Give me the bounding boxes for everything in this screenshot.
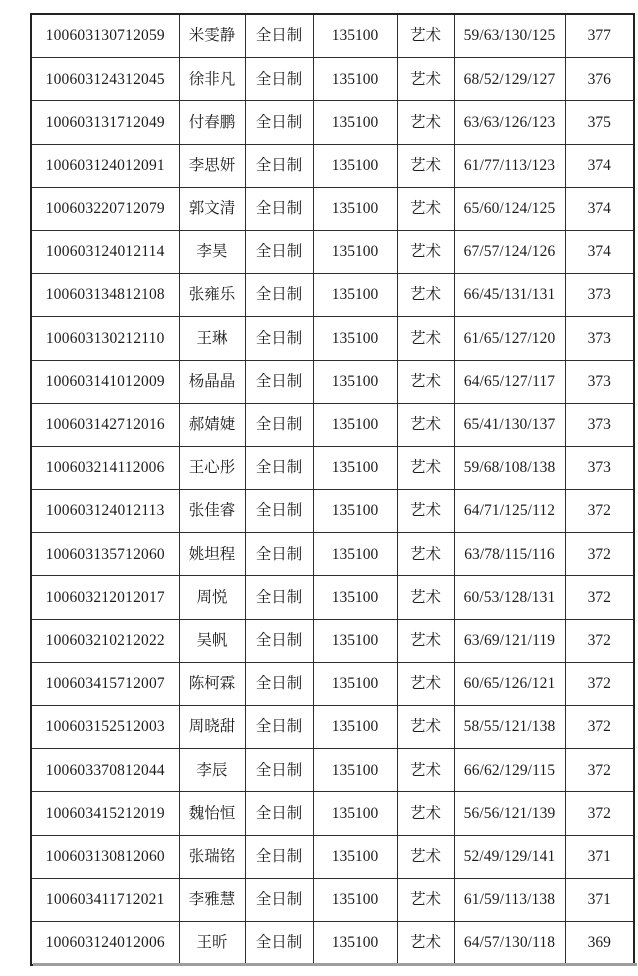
scores-cell: 65/60/124/125 <box>454 187 565 230</box>
major-name-cell: 艺术 <box>397 662 454 705</box>
major-name-cell: 艺术 <box>397 144 454 187</box>
candidate-id-cell: 100603134812108 <box>31 274 179 317</box>
table-row <box>31 576 634 619</box>
total-score-cell: 369 <box>565 921 634 965</box>
major-code-cell: 135100 <box>313 446 397 489</box>
admissions-table-container <box>30 13 635 966</box>
major-code-cell: 135100 <box>313 144 397 187</box>
name-cell: 王琳 <box>179 317 245 360</box>
scores-cell: 67/57/124/126 <box>454 230 565 273</box>
table-row <box>31 58 634 101</box>
candidate-id-cell: 100603124012114 <box>31 230 179 273</box>
candidate-id-cell: 100603135712060 <box>31 533 179 576</box>
study-mode-cell: 全日制 <box>245 878 313 921</box>
table-row <box>31 446 634 489</box>
study-mode-cell: 全日制 <box>245 706 313 749</box>
scores-cell: 66/62/129/115 <box>454 749 565 792</box>
name-cell: 张佳睿 <box>179 490 245 533</box>
scores-cell: 60/65/126/121 <box>454 662 565 705</box>
candidate-id-cell: 100603124012091 <box>31 144 179 187</box>
total-score-cell: 373 <box>565 446 634 489</box>
scores-cell: 64/71/125/112 <box>454 490 565 533</box>
table-row <box>31 403 634 446</box>
major-name-cell: 艺术 <box>397 360 454 403</box>
scores-cell: 56/56/121/139 <box>454 792 565 835</box>
major-code-cell: 135100 <box>313 835 397 878</box>
total-score-cell: 376 <box>565 58 634 101</box>
total-score-cell: 374 <box>565 187 634 230</box>
scores-cell: 68/52/129/127 <box>454 58 565 101</box>
total-score-cell: 374 <box>565 144 634 187</box>
name-cell: 张瑞铭 <box>179 835 245 878</box>
table-row <box>31 921 634 965</box>
major-name-cell: 艺术 <box>397 14 454 58</box>
major-code-cell: 135100 <box>313 662 397 705</box>
table-row <box>31 101 634 144</box>
name-cell: 徐非凡 <box>179 58 245 101</box>
major-name-cell: 艺术 <box>397 403 454 446</box>
major-name-cell: 艺术 <box>397 533 454 576</box>
major-name-cell: 艺术 <box>397 706 454 749</box>
name-cell: 王昕 <box>179 921 245 965</box>
table-row <box>31 835 634 878</box>
table-row <box>31 144 634 187</box>
total-score-cell: 372 <box>565 490 634 533</box>
study-mode-cell: 全日制 <box>245 144 313 187</box>
scores-cell: 52/49/129/141 <box>454 835 565 878</box>
major-name-cell: 艺术 <box>397 749 454 792</box>
major-code-cell: 135100 <box>313 403 397 446</box>
study-mode-cell: 全日制 <box>245 274 313 317</box>
major-name-cell: 艺术 <box>397 576 454 619</box>
total-score-cell: 372 <box>565 749 634 792</box>
major-name-cell: 艺术 <box>397 921 454 965</box>
study-mode-cell: 全日制 <box>245 619 313 662</box>
table-row <box>31 14 634 58</box>
scores-cell: 66/45/131/131 <box>454 274 565 317</box>
candidate-id-cell: 100603152512003 <box>31 706 179 749</box>
admissions-table <box>30 13 635 966</box>
major-name-cell: 艺术 <box>397 792 454 835</box>
total-score-cell: 372 <box>565 619 634 662</box>
name-cell: 王心彤 <box>179 446 245 489</box>
study-mode-cell: 全日制 <box>245 921 313 965</box>
study-mode-cell: 全日制 <box>245 533 313 576</box>
candidate-id-cell: 100603411712021 <box>31 878 179 921</box>
candidate-id-cell: 100603212012017 <box>31 576 179 619</box>
scores-cell: 63/78/115/116 <box>454 533 565 576</box>
major-code-cell: 135100 <box>313 878 397 921</box>
candidate-id-cell: 100603124312045 <box>31 58 179 101</box>
major-name-cell: 艺术 <box>397 619 454 662</box>
total-score-cell: 372 <box>565 662 634 705</box>
major-name-cell: 艺术 <box>397 101 454 144</box>
total-score-cell: 373 <box>565 274 634 317</box>
total-score-cell: 375 <box>565 101 634 144</box>
total-score-cell: 372 <box>565 792 634 835</box>
total-score-cell: 373 <box>565 403 634 446</box>
table-row <box>31 619 634 662</box>
total-score-cell: 373 <box>565 360 634 403</box>
table-row <box>31 749 634 792</box>
study-mode-cell: 全日制 <box>245 403 313 446</box>
study-mode-cell: 全日制 <box>245 662 313 705</box>
candidate-id-cell: 100603130712059 <box>31 14 179 58</box>
study-mode-cell: 全日制 <box>245 101 313 144</box>
total-score-cell: 371 <box>565 835 634 878</box>
study-mode-cell: 全日制 <box>245 14 313 58</box>
name-cell: 李辰 <box>179 749 245 792</box>
scores-cell: 59/68/108/138 <box>454 446 565 489</box>
table-row <box>31 230 634 273</box>
major-name-cell: 艺术 <box>397 317 454 360</box>
name-cell: 付春鹏 <box>179 101 245 144</box>
major-code-cell: 135100 <box>313 317 397 360</box>
major-code-cell: 135100 <box>313 533 397 576</box>
total-score-cell: 372 <box>565 576 634 619</box>
name-cell: 张雍乐 <box>179 274 245 317</box>
major-name-cell: 艺术 <box>397 274 454 317</box>
name-cell: 周悦 <box>179 576 245 619</box>
major-code-cell: 135100 <box>313 619 397 662</box>
major-code-cell: 135100 <box>313 792 397 835</box>
scores-cell: 61/77/113/123 <box>454 144 565 187</box>
major-code-cell: 135100 <box>313 58 397 101</box>
scores-cell: 65/41/130/137 <box>454 403 565 446</box>
table-row <box>31 706 634 749</box>
table-row <box>31 274 634 317</box>
major-name-cell: 艺术 <box>397 446 454 489</box>
major-code-cell: 135100 <box>313 576 397 619</box>
major-name-cell: 艺术 <box>397 187 454 230</box>
major-code-cell: 135100 <box>313 706 397 749</box>
table-row <box>31 662 634 705</box>
major-name-cell: 艺术 <box>397 835 454 878</box>
name-cell: 姚坦程 <box>179 533 245 576</box>
scores-cell: 63/69/121/119 <box>454 619 565 662</box>
scores-cell: 61/59/113/138 <box>454 878 565 921</box>
candidate-id-cell: 100603130212110 <box>31 317 179 360</box>
table-row <box>31 490 634 533</box>
table-row <box>31 533 634 576</box>
total-score-cell: 372 <box>565 533 634 576</box>
name-cell: 李思妍 <box>179 144 245 187</box>
major-code-cell: 135100 <box>313 749 397 792</box>
major-code-cell: 135100 <box>313 187 397 230</box>
candidate-id-cell: 100603131712049 <box>31 101 179 144</box>
table-drop-shadow <box>33 963 637 966</box>
study-mode-cell: 全日制 <box>245 792 313 835</box>
scores-cell: 64/65/127/117 <box>454 360 565 403</box>
name-cell: 周晓甜 <box>179 706 245 749</box>
study-mode-cell: 全日制 <box>245 749 313 792</box>
name-cell: 郭文清 <box>179 187 245 230</box>
total-score-cell: 377 <box>565 14 634 58</box>
total-score-cell: 371 <box>565 878 634 921</box>
major-name-cell: 艺术 <box>397 230 454 273</box>
table-row <box>31 187 634 230</box>
scores-cell: 59/63/130/125 <box>454 14 565 58</box>
name-cell: 郝婧婕 <box>179 403 245 446</box>
study-mode-cell: 全日制 <box>245 187 313 230</box>
study-mode-cell: 全日制 <box>245 576 313 619</box>
name-cell: 李昊 <box>179 230 245 273</box>
candidate-id-cell: 100603124012113 <box>31 490 179 533</box>
candidate-id-cell: 100603130812060 <box>31 835 179 878</box>
major-name-cell: 艺术 <box>397 490 454 533</box>
major-name-cell: 艺术 <box>397 58 454 101</box>
major-code-cell: 135100 <box>313 360 397 403</box>
study-mode-cell: 全日制 <box>245 446 313 489</box>
study-mode-cell: 全日制 <box>245 490 313 533</box>
total-score-cell: 374 <box>565 230 634 273</box>
candidate-id-cell: 100603415712007 <box>31 662 179 705</box>
table-row <box>31 360 634 403</box>
candidate-id-cell: 100603124012006 <box>31 921 179 965</box>
study-mode-cell: 全日制 <box>245 317 313 360</box>
major-code-cell: 135100 <box>313 490 397 533</box>
scores-cell: 61/65/127/120 <box>454 317 565 360</box>
name-cell: 李雅慧 <box>179 878 245 921</box>
candidate-id-cell: 100603415212019 <box>31 792 179 835</box>
major-code-cell: 135100 <box>313 101 397 144</box>
candidate-id-cell: 100603141012009 <box>31 360 179 403</box>
major-name-cell: 艺术 <box>397 878 454 921</box>
total-score-cell: 373 <box>565 317 634 360</box>
major-code-cell: 135100 <box>313 274 397 317</box>
candidate-id-cell: 100603370812044 <box>31 749 179 792</box>
major-code-cell: 135100 <box>313 230 397 273</box>
major-code-cell: 135100 <box>313 14 397 58</box>
scores-cell: 58/55/121/138 <box>454 706 565 749</box>
name-cell: 吴帆 <box>179 619 245 662</box>
scores-cell: 64/57/130/118 <box>454 921 565 965</box>
table-row <box>31 792 634 835</box>
study-mode-cell: 全日制 <box>245 360 313 403</box>
name-cell: 米雯静 <box>179 14 245 58</box>
candidate-id-cell: 100603220712079 <box>31 187 179 230</box>
study-mode-cell: 全日制 <box>245 230 313 273</box>
major-code-cell: 135100 <box>313 921 397 965</box>
candidate-id-cell: 100603214112006 <box>31 446 179 489</box>
name-cell: 杨晶晶 <box>179 360 245 403</box>
scores-cell: 60/53/128/131 <box>454 576 565 619</box>
table-row <box>31 317 634 360</box>
study-mode-cell: 全日制 <box>245 58 313 101</box>
candidate-id-cell: 100603210212022 <box>31 619 179 662</box>
scores-cell: 63/63/126/123 <box>454 101 565 144</box>
table-row <box>31 878 634 921</box>
total-score-cell: 372 <box>565 706 634 749</box>
name-cell: 陈柯霖 <box>179 662 245 705</box>
candidate-id-cell: 100603142712016 <box>31 403 179 446</box>
name-cell: 魏怡恒 <box>179 792 245 835</box>
study-mode-cell: 全日制 <box>245 835 313 878</box>
